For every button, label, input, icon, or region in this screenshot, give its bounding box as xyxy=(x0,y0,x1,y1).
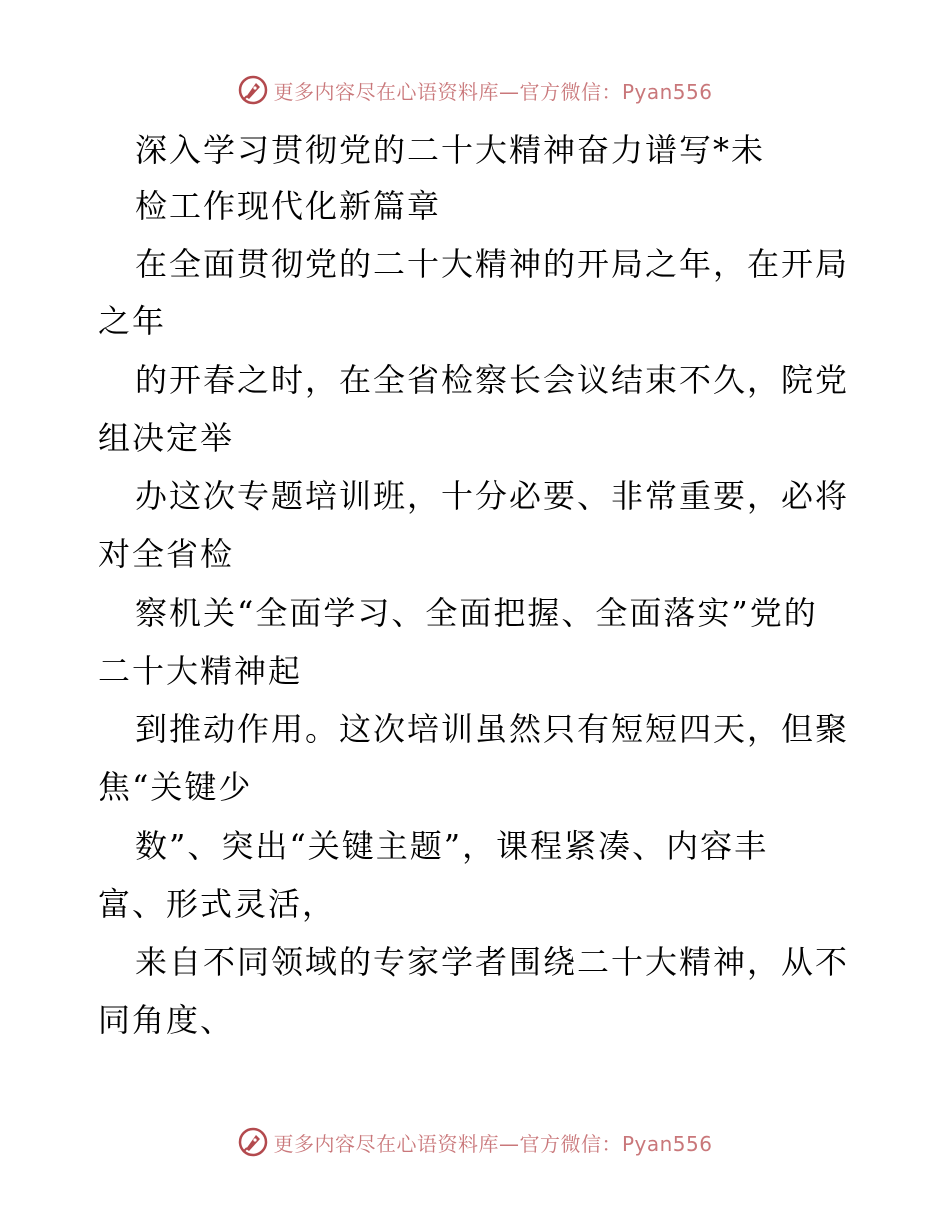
watermark-group xyxy=(237,1126,712,1158)
paragraph-line: 之年 xyxy=(98,302,167,340)
paragraph-line: 到推动作用。这次培训虽然只有短短四天，但聚 xyxy=(135,710,850,748)
title-line-2: 检工作现代化新篇章 xyxy=(135,187,442,225)
paragraph-line: 办这次专题培训班，十分必要、非常重要，必将 xyxy=(135,477,850,515)
pen-nib-logo-icon xyxy=(237,1126,269,1158)
title-line-1: 深入学习贯彻党的二十大精神奋力谱写*未 xyxy=(135,131,766,169)
watermark-text: 更多内容尽在心语资料库—官方微信：Pyan556 xyxy=(273,79,713,104)
paragraph-line: 数”、突出“关键主题”，课程紧凑、内容丰 xyxy=(135,827,769,865)
paragraph-line: 在全面贯彻党的二十大精神的开局之年，在开局 xyxy=(135,245,850,283)
header-watermark xyxy=(0,70,950,110)
paragraph-line: 二十大精神起 xyxy=(98,652,303,690)
pen-nib-logo-icon xyxy=(237,74,269,106)
paragraph-line: 的开春之时，在全省检察长会议结束不久，院党 xyxy=(135,361,850,399)
paragraph-line: 富、形式灵活， xyxy=(98,885,337,923)
paragraph-line: 焦“关键少 xyxy=(98,768,253,806)
footer-watermark xyxy=(0,1122,950,1162)
watermark-text: 更多内容尽在心语资料库—官方微信：Pyan556 xyxy=(273,1131,713,1156)
paragraph-line: 来自不同领域的专家学者围绕二十大精神，从不 xyxy=(135,943,850,981)
paragraph-line: 察机关“全面学习、全面把握、全面落实”党的 xyxy=(135,594,818,632)
watermark-group xyxy=(237,74,712,106)
paragraph-line: 同角度、 xyxy=(98,1001,235,1039)
paragraph-line: 对全省检 xyxy=(98,535,235,573)
paragraph-line: 组决定举 xyxy=(98,419,235,457)
